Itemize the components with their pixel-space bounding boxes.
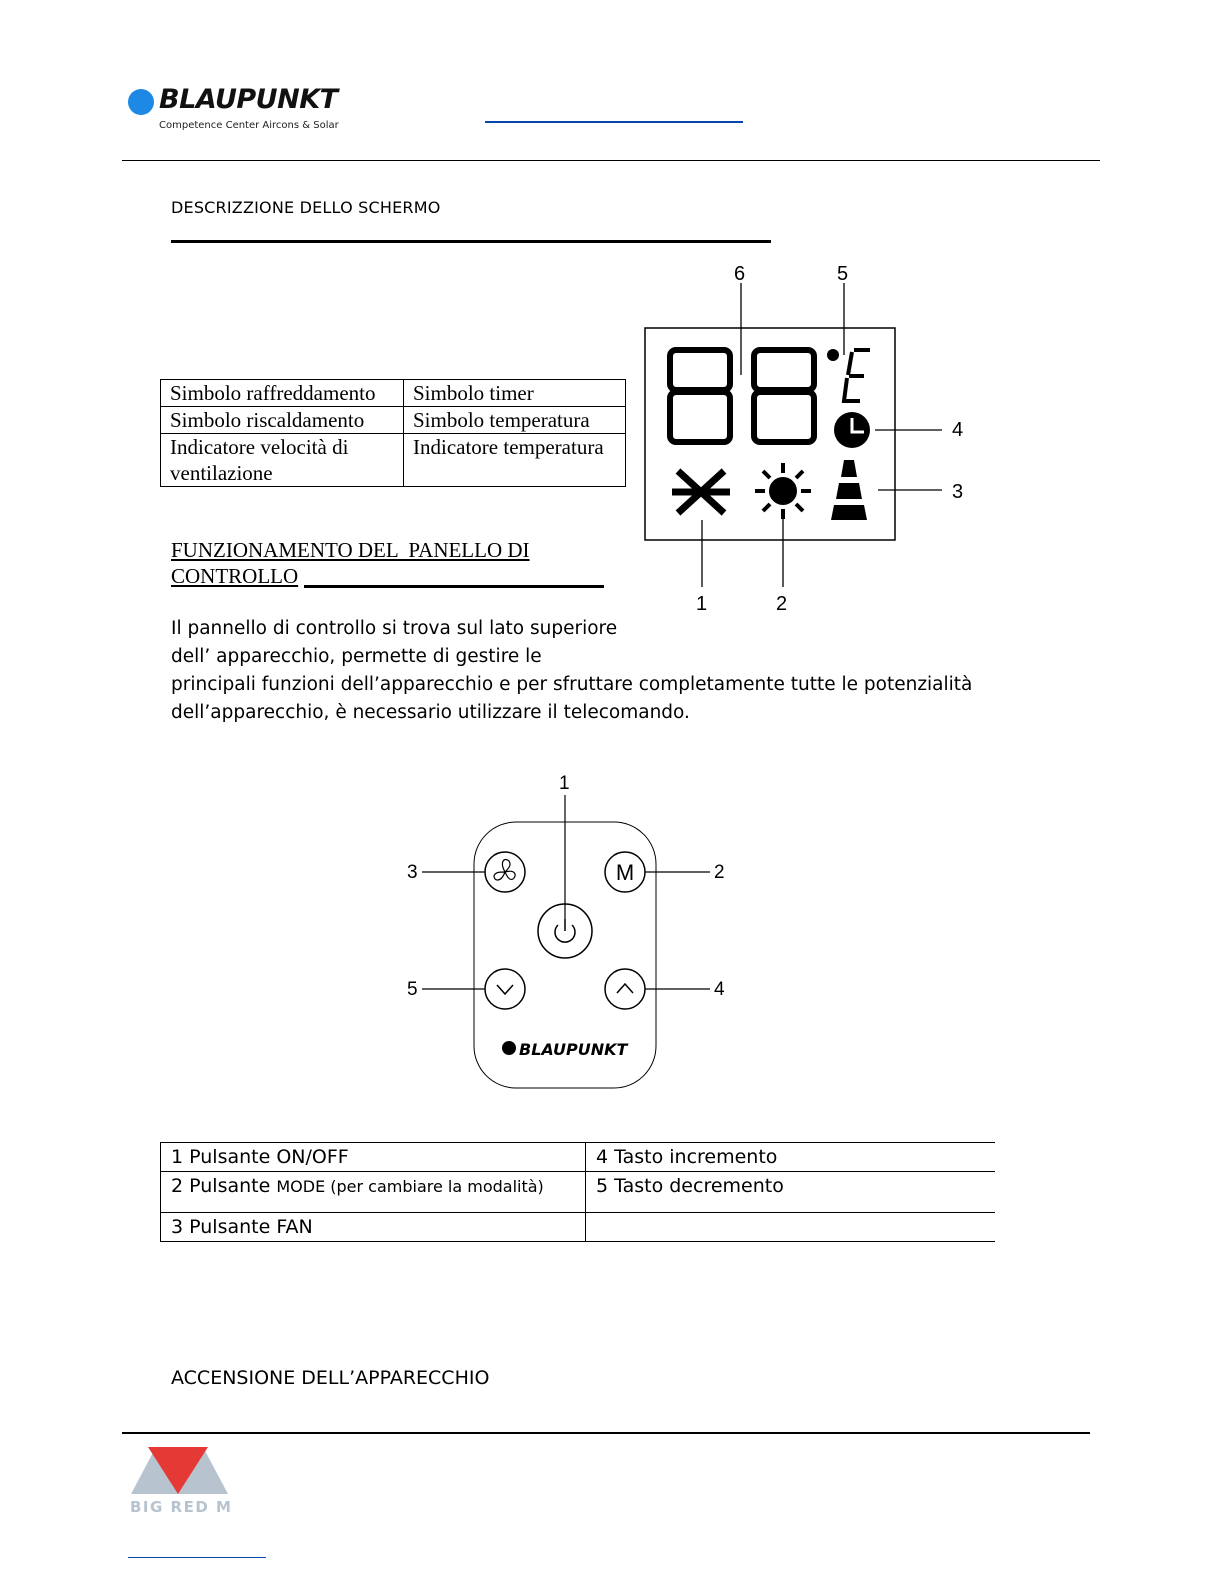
callout-label: 5 <box>407 979 418 1000</box>
panel-para-line: principali funzioni dell’apparecchio e per sfruttare completamente tutte le potenzialità <box>171 674 973 695</box>
lcd-display-diagram <box>630 255 990 625</box>
remote-brand: BLAUPUNKT <box>519 1040 628 1059</box>
callout-label: 2 <box>714 862 725 883</box>
table-cell: Simbolo temperatura <box>404 407 626 434</box>
panel-title-line-2 <box>171 563 530 589</box>
table-cell: Indicatore velocità di ventilazione <box>161 434 404 487</box>
seven-segment-digit-icon <box>754 350 814 442</box>
brand-dot-icon <box>128 89 154 115</box>
brand-tagline: Competence Center Aircons & Solar <box>159 120 339 131</box>
mode-key-label: M <box>615 860 635 885</box>
screen-section-title: DESCRIZZIONE DELLO SCHERMO <box>171 198 441 217</box>
degree-dot-icon <box>827 349 839 361</box>
table-cell: 1 Pulsante ON/OFF <box>171 1146 349 1168</box>
table-row <box>161 434 626 487</box>
table-row <box>161 380 626 407</box>
panel-section-title <box>171 537 530 589</box>
screen-symbols-table <box>160 379 626 487</box>
remote-brand-dot-icon <box>502 1041 516 1055</box>
chevron-up-icon <box>617 984 633 993</box>
table-top-border <box>160 1142 995 1143</box>
table-cell: Simbolo timer <box>404 380 626 407</box>
screen-section-rule <box>171 240 771 243</box>
table-row-border <box>160 1212 995 1213</box>
panel-para-line: Il pannello di controllo si trova sul lato superiore <box>171 618 618 639</box>
table-cell <box>171 1175 544 1197</box>
next-section-title: ACCENSIONE DELL’APPARECCHIO <box>171 1367 490 1389</box>
table-row-border <box>160 1171 995 1172</box>
brand-name: BLAUPUNKT <box>159 84 338 115</box>
table-cell: Indicatore temperatura <box>404 434 626 487</box>
fan-button[interactable] <box>485 852 525 892</box>
buttons-table <box>160 1142 995 1242</box>
panel-para-line: dell’ apparecchio, permette di gestire le <box>171 646 542 667</box>
table-cell: Simbolo raffreddamento <box>161 380 404 407</box>
table-cell: Simbolo riscaldamento <box>161 407 404 434</box>
callout-label: 3 <box>952 481 964 503</box>
table-mid-border <box>585 1142 586 1242</box>
callout-label: 6 <box>734 263 746 285</box>
panel-title-line-1: FUNZIONAMENTO DEL PANELLO DI <box>171 538 530 562</box>
panel-description <box>171 615 972 727</box>
callout-label: 5 <box>837 263 849 285</box>
callout-label: 4 <box>952 419 964 441</box>
footer-rule <box>122 1432 1090 1434</box>
table-bottom-border <box>160 1241 995 1242</box>
cooling-snowflake-icon <box>672 471 730 513</box>
callout-label: 1 <box>559 773 570 794</box>
seven-segment-digit-icon <box>670 350 730 442</box>
down-button[interactable] <box>485 969 525 1009</box>
heating-sun-icon <box>755 463 811 519</box>
fan-icon <box>494 859 515 880</box>
up-button[interactable] <box>605 969 645 1009</box>
header-link-underline[interactable] <box>485 121 743 123</box>
table-cell-text: MODE (per cambiare la modalità) <box>276 1177 544 1196</box>
mode-button[interactable] <box>605 852 645 892</box>
callout-label: 3 <box>407 862 418 883</box>
footer-logo-text: BIG RED M <box>130 1498 233 1516</box>
remote-control-diagram <box>395 765 745 1100</box>
footer-link-underline[interactable] <box>128 1557 266 1558</box>
celsius-segment-icon <box>844 350 870 401</box>
panel-para-line: dell’apparecchio, è necessario utilizzare il telecomando. <box>171 702 690 723</box>
table-row <box>161 407 626 434</box>
chevron-down-icon <box>497 985 513 994</box>
table-cell: 3 Pulsante FAN <box>171 1216 313 1238</box>
callout-label: 4 <box>714 979 725 1000</box>
panel-title-rule <box>304 585 604 588</box>
table-cell: 5 Tasto decremento <box>596 1175 784 1197</box>
big-red-m-logo <box>128 1444 238 1519</box>
table-cell-text: 2 Pulsante <box>171 1175 277 1197</box>
fan-speed-icon <box>831 460 867 520</box>
table-left-border <box>160 1142 161 1242</box>
panel-title-word: CONTROLLO <box>171 564 299 588</box>
callout-label: 1 <box>696 593 708 615</box>
header-rule <box>122 160 1100 161</box>
callout-label: 2 <box>776 593 788 615</box>
header-logo <box>128 86 358 136</box>
table-cell: 4 Tasto incremento <box>596 1146 778 1168</box>
